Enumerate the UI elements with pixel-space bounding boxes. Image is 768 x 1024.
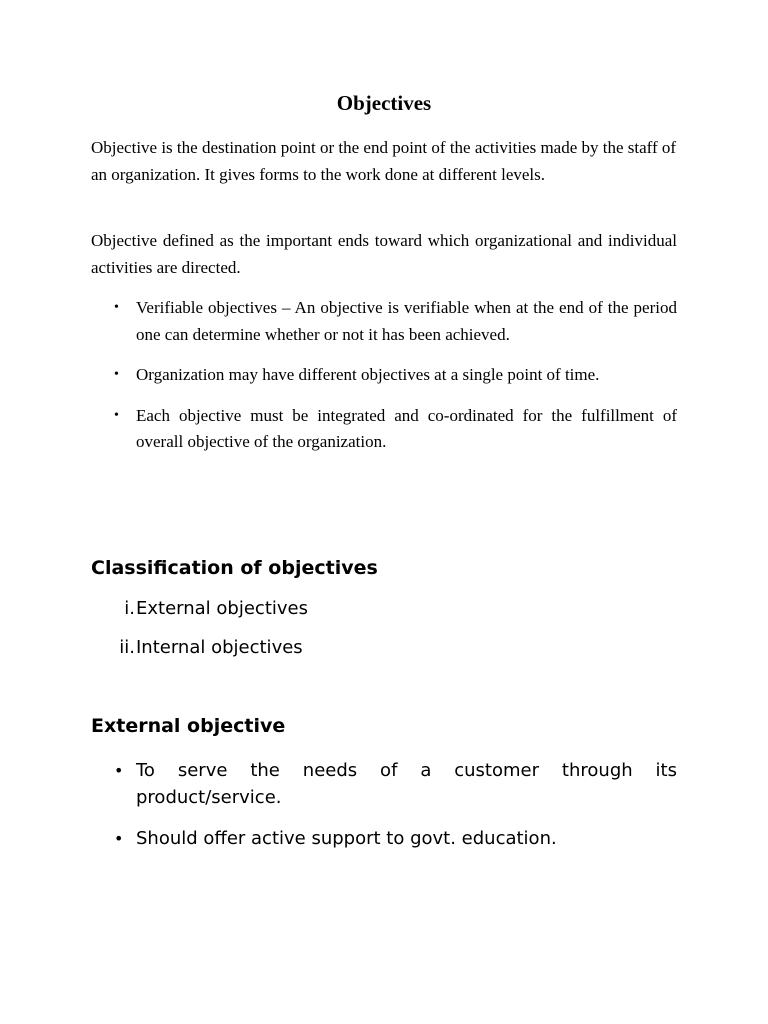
list-item [91, 597, 677, 636]
bullet-icon: • [114, 300, 119, 315]
external-objective-list [91, 757, 677, 866]
classification-heading: Classification of objectives [91, 557, 378, 579]
list-item-text: To serve the needs of a customer through its product/service. [136, 760, 677, 808]
bullet-icon: • [114, 761, 124, 780]
list-item-text: External objectives [136, 598, 308, 619]
list-item [91, 362, 677, 389]
list-item-text: Verifiable objectives – An objective is verifiable when at the end of the period one can determine whether or not it has been achieved. [136, 298, 677, 344]
bullet-icon: • [114, 407, 119, 423]
bullet-icon: • [114, 367, 119, 382]
classification-list [91, 597, 677, 675]
list-item [91, 757, 677, 811]
list-item [91, 636, 677, 675]
intro-paragraph: Objective is the destination point or the end point of the activities made by the staff of an organization. It gives forms to the work done at different levels. [91, 138, 677, 184]
list-item-text: Each objective must be integrated and co-ordinated for the fulfillment of overall objective of the organization. [136, 405, 677, 451]
list-marker: ii. [119, 637, 135, 658]
objectives-bullet-list [91, 295, 677, 470]
list-item [91, 825, 677, 852]
list-item-text: Should offer active support to govt. education. [136, 828, 557, 849]
list-item [91, 295, 677, 348]
page-title: Objectives [336, 91, 432, 115]
list-marker: i. [124, 598, 135, 619]
external-objective-heading: External objective [91, 715, 286, 737]
bullet-icon: • [114, 829, 124, 848]
definition-paragraph: Objective defined as the important ends toward which organizational and individual activities are directed. [91, 231, 677, 277]
list-item-text: Organization may have different objectives at a single point of time. [136, 365, 600, 384]
list-item [91, 403, 677, 456]
list-item-text: Internal objectives [136, 637, 303, 658]
